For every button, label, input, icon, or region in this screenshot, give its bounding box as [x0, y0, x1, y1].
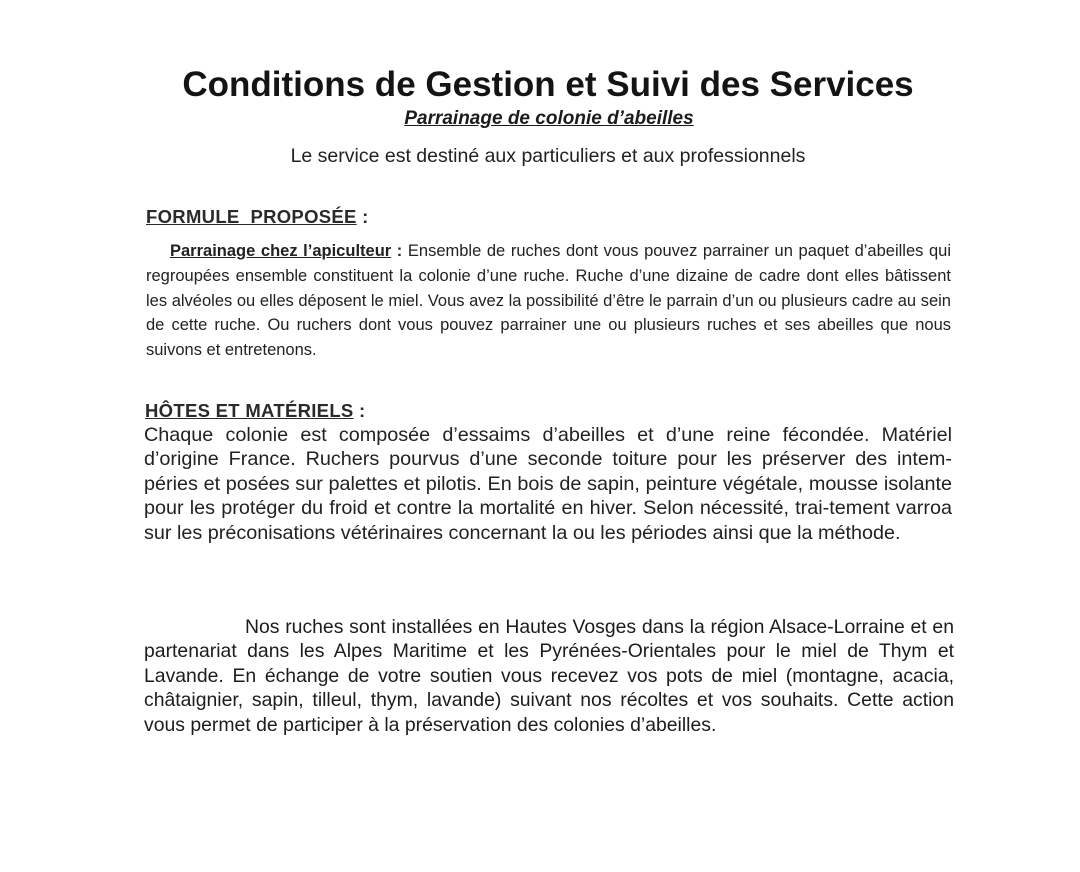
hotes-paragraph: Chaque colonie est composée d’essaims d’abeilles et d’une reine fécondée. Matériel d’origine France. Ruchers pourvus d’une seconde toiture pour les préserver des intem-péries et posées sur palettes et pilotis. En bois de sapin, peinture végétale, mousse isolante pour les protéger du froid et contre la mortalité en hiver. Selon nécessité, trai-tement varroa sur les préconisations vétérinaires concernant la ou les périodes ainsi que la méthode. [144, 424, 952, 544]
formule-lead: Parrainage chez l’apiculteur [170, 242, 392, 260]
ruches-paragraph: Nos ruches sont installées en Hautes Vosges dans la région Alsace-Lorraine et en partenariat dans les Alpes Maritime et les Pyrénées-Orientales pour le miel de Thym et Lavande. En échange de votre soutien vous recevez vos pots de miel (montagne, acacia, châtaignier, sapin, tilleul, thym, lavande) suivant nos récoltes et vos souhaits. Cette action vous permet de participer à la préservation des colonies d’abeilles. [144, 616, 954, 736]
formule-paragraph [146, 239, 951, 363]
document-title: Conditions de Gestion et Suivi des Services [182, 65, 914, 104]
formule-heading-text: FORMULE PROPOSÉE [146, 206, 357, 227]
hotes-heading-suffix: : [353, 400, 366, 421]
audience-statement: Le service est destiné aux particuliers et aux professionnels [290, 145, 806, 167]
formule-heading-suffix: : [356, 206, 369, 227]
section-heading-formule [146, 205, 369, 229]
formule-lead-colon: : [391, 242, 408, 260]
hotes-heading-text: HÔTES ET MATÉRIELS [145, 400, 354, 421]
formule-body: Ensemble de ruches dont vous pouvez parrainer un paquet d’abeilles qui regroupées ensemble constituent la colonie d’une ruche. Ruche d’une dizaine de cadre dont elles bâtissent les alvéoles ou elles déposent le miel. Vous avez la possibilité d’être le parrain d’un ou plusieurs cadre au sein de cette ruche. Ou ruchers dont vous pouvez parrainer une ou plusieurs ruches et ses abeilles que nous suivons et entretenons. [146, 242, 951, 360]
document-subtitle: Parrainage de colonie d’abeilles [404, 108, 694, 129]
section-heading-hotes [145, 399, 365, 423]
